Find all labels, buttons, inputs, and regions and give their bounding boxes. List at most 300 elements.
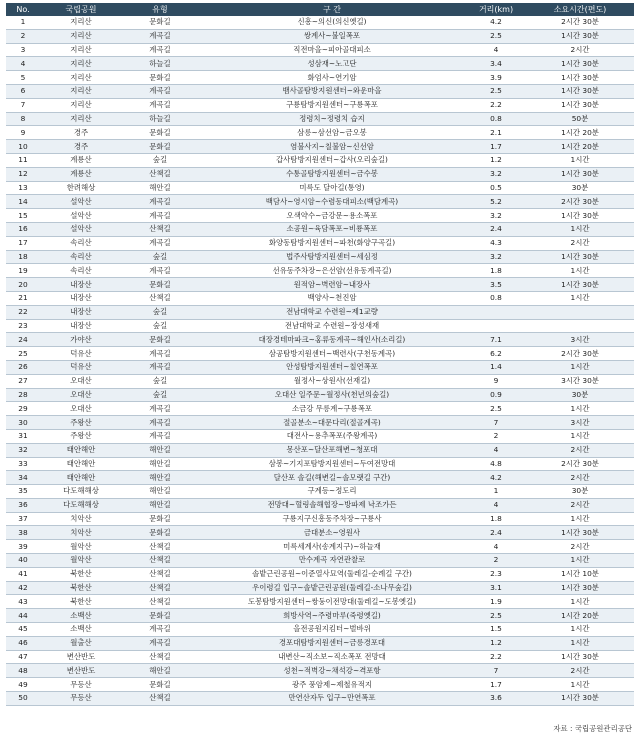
trail-type-cell: 계곡길 xyxy=(122,636,198,650)
table-row xyxy=(6,112,634,126)
table-row xyxy=(6,581,634,595)
duration-cell: 1시간 30분 xyxy=(526,209,634,223)
duration-cell: 2시간 30분 xyxy=(526,347,634,361)
park-name-cell: 지리산 xyxy=(40,29,122,43)
trail-type-cell: 산책길 xyxy=(122,692,198,706)
table-row xyxy=(6,305,634,319)
distance-cell xyxy=(466,319,526,333)
park-name-cell: 속리산 xyxy=(40,264,122,278)
route-cell: 만수계곡 자연관찰로 xyxy=(198,554,466,568)
route-cell: 우이령길 입구~솔밭근린공원(둘레길-소나무숲길) xyxy=(198,581,466,595)
duration-cell: 1시간 xyxy=(526,678,634,692)
park-name-cell: 속리산 xyxy=(40,250,122,264)
duration-cell: 1시간 30분 xyxy=(526,278,634,292)
table-row xyxy=(6,181,634,195)
table-row xyxy=(6,374,634,388)
header-type: 유형 xyxy=(122,3,198,16)
row-number-cell: 23 xyxy=(6,319,40,333)
route-cell: 백양사~천진암 xyxy=(198,291,466,305)
row-number-cell: 35 xyxy=(6,485,40,499)
park-name-cell: 한려해상 xyxy=(40,181,122,195)
duration-cell: 2시간 30분 xyxy=(526,457,634,471)
table-row xyxy=(6,471,634,485)
row-number-cell: 26 xyxy=(6,360,40,374)
park-name-cell: 무등산 xyxy=(40,678,122,692)
table-row xyxy=(6,236,634,250)
route-cell: 미륵세계사(송계지구)~하늘재 xyxy=(198,540,466,554)
table-row xyxy=(6,416,634,430)
route-cell: 전남대학교 수련원~장성새재 xyxy=(198,319,466,333)
row-number-cell: 25 xyxy=(6,347,40,361)
trail-type-cell: 하늘길 xyxy=(122,112,198,126)
trail-type-cell: 계곡길 xyxy=(122,402,198,416)
trail-type-cell: 해안길 xyxy=(122,457,198,471)
trail-type-cell: 산책길 xyxy=(122,581,198,595)
duration-cell: 2시간 xyxy=(526,540,634,554)
park-name-cell: 월악산 xyxy=(40,540,122,554)
park-name-cell: 설악산 xyxy=(40,195,122,209)
trail-type-cell: 계곡길 xyxy=(122,209,198,223)
row-number-cell: 17 xyxy=(6,236,40,250)
park-name-cell: 설악산 xyxy=(40,209,122,223)
distance-cell: 3.9 xyxy=(466,71,526,85)
trail-type-cell: 해안길 xyxy=(122,664,198,678)
distance-cell: 2.5 xyxy=(466,402,526,416)
row-number-cell: 9 xyxy=(6,126,40,140)
duration-cell: 1시간 30분 xyxy=(526,71,634,85)
trail-table-container xyxy=(6,3,634,706)
route-cell: 금대분소~영원사 xyxy=(198,526,466,540)
duration-cell: 1시간 xyxy=(526,512,634,526)
route-cell: 정령치~정령치 습지 xyxy=(198,112,466,126)
route-cell: 대장경테마파크~홍류동계곡~해인사(소리길) xyxy=(198,333,466,347)
duration-cell xyxy=(526,319,634,333)
route-cell: 성삼재~노고단 xyxy=(198,57,466,71)
table-row xyxy=(6,140,634,154)
distance-cell: 2.1 xyxy=(466,126,526,140)
route-cell: 쌍계사~불일폭포 xyxy=(198,29,466,43)
park-name-cell: 소백산 xyxy=(40,623,122,637)
route-cell: 염불사지~칠불암~신선암 xyxy=(198,140,466,154)
route-cell: 희방사역~주령마루(죽령옛길) xyxy=(198,609,466,623)
table-row xyxy=(6,526,634,540)
route-cell: 삼공탐방지원센터~백련사(구천동계곡) xyxy=(198,347,466,361)
distance-cell: 5.2 xyxy=(466,195,526,209)
table-row xyxy=(6,443,634,457)
row-number-cell: 47 xyxy=(6,650,40,664)
park-name-cell: 설악산 xyxy=(40,222,122,236)
duration-cell: 1시간 30분 xyxy=(526,650,634,664)
distance-cell: 2.5 xyxy=(466,609,526,623)
table-row xyxy=(6,402,634,416)
row-number-cell: 6 xyxy=(6,84,40,98)
distance-cell: 2.4 xyxy=(466,222,526,236)
route-cell: 달산포 솔길(해변길~솔모랫길 구간) xyxy=(198,471,466,485)
table-row xyxy=(6,485,634,499)
trail-type-cell: 계곡길 xyxy=(122,43,198,57)
distance-cell: 0.5 xyxy=(466,181,526,195)
duration-cell: 30분 xyxy=(526,485,634,499)
duration-cell: 2시간 xyxy=(526,471,634,485)
trail-type-cell: 문화길 xyxy=(122,71,198,85)
trail-type-cell: 산책길 xyxy=(122,567,198,581)
distance-cell: 2.3 xyxy=(466,567,526,581)
row-number-cell: 37 xyxy=(6,512,40,526)
route-cell: 광주 풍암제~제철유적지 xyxy=(198,678,466,692)
table-row xyxy=(6,636,634,650)
row-number-cell: 19 xyxy=(6,264,40,278)
duration-cell: 1시간 30분 xyxy=(526,526,634,540)
trail-type-cell: 숲길 xyxy=(122,153,198,167)
row-number-cell: 13 xyxy=(6,181,40,195)
distance-cell: 6.2 xyxy=(466,347,526,361)
row-number-cell: 12 xyxy=(6,167,40,181)
trail-type-cell: 해안길 xyxy=(122,498,198,512)
park-name-cell: 월출산 xyxy=(40,636,122,650)
distance-cell: 1.2 xyxy=(466,636,526,650)
row-number-cell: 2 xyxy=(6,29,40,43)
park-name-cell: 내장산 xyxy=(40,278,122,292)
distance-cell: 1.9 xyxy=(466,595,526,609)
trail-type-cell: 해안길 xyxy=(122,443,198,457)
table-row xyxy=(6,554,634,568)
row-number-cell: 20 xyxy=(6,278,40,292)
row-number-cell: 16 xyxy=(6,222,40,236)
route-cell: 성천~적벽강~채석강~격포항 xyxy=(198,664,466,678)
row-number-cell: 18 xyxy=(6,250,40,264)
trail-type-cell: 계곡길 xyxy=(122,416,198,430)
table-row xyxy=(6,540,634,554)
park-name-cell: 오대산 xyxy=(40,388,122,402)
distance-cell: 2 xyxy=(466,554,526,568)
table-row xyxy=(6,209,634,223)
duration-cell: 2시간 30분 xyxy=(526,16,634,29)
distance-cell: 4.8 xyxy=(466,457,526,471)
duration-cell: 1시간 xyxy=(526,595,634,609)
table-row xyxy=(6,347,634,361)
trail-type-cell: 계곡길 xyxy=(122,195,198,209)
duration-cell: 1시간 xyxy=(526,402,634,416)
park-name-cell: 지리산 xyxy=(40,71,122,85)
row-number-cell: 1 xyxy=(6,16,40,29)
trail-type-cell: 문화길 xyxy=(122,609,198,623)
trail-type-cell: 숲길 xyxy=(122,250,198,264)
distance-cell: 1.5 xyxy=(466,623,526,637)
park-name-cell: 가야산 xyxy=(40,333,122,347)
route-cell: 갑사탐방지원센터~갑사(오리숲길) xyxy=(198,153,466,167)
park-name-cell: 지리산 xyxy=(40,16,122,29)
trail-type-cell: 문화길 xyxy=(122,678,198,692)
row-number-cell: 21 xyxy=(6,291,40,305)
trail-type-cell: 계곡길 xyxy=(122,84,198,98)
duration-cell: 1시간 30분 xyxy=(526,167,634,181)
trail-type-cell: 산책길 xyxy=(122,291,198,305)
distance-cell: 3.6 xyxy=(466,692,526,706)
trail-type-cell: 계곡길 xyxy=(122,347,198,361)
distance-cell: 1.8 xyxy=(466,264,526,278)
trail-type-cell: 계곡길 xyxy=(122,236,198,250)
route-cell: 소공원~육담폭포~비룡폭포 xyxy=(198,222,466,236)
trail-type-cell: 해안길 xyxy=(122,181,198,195)
duration-cell: 1시간 20분 xyxy=(526,126,634,140)
route-cell: 솔밭근린공원~이준열사묘역(둘레길-순례길 구간) xyxy=(198,567,466,581)
distance-cell: 1.8 xyxy=(466,512,526,526)
park-name-cell: 지리산 xyxy=(40,43,122,57)
duration-cell: 2시간 xyxy=(526,236,634,250)
park-name-cell: 지리산 xyxy=(40,57,122,71)
duration-cell: 1시간 30분 xyxy=(526,250,634,264)
distance-cell: 4 xyxy=(466,443,526,457)
route-cell: 만연산자두 입구~만연폭포 xyxy=(198,692,466,706)
table-row xyxy=(6,264,634,278)
route-cell: 뱀사골탐방지원센터~와운마을 xyxy=(198,84,466,98)
row-number-cell: 11 xyxy=(6,153,40,167)
route-cell: 을전공원지킴터~벌바위 xyxy=(198,623,466,637)
header-park: 국립공원 xyxy=(40,3,122,16)
trail-type-cell: 계곡길 xyxy=(122,360,198,374)
trail-type-cell: 계곡길 xyxy=(122,98,198,112)
route-cell: 경포대탐방지원센터~금릉경포대 xyxy=(198,636,466,650)
table-row xyxy=(6,98,634,112)
source-note: 자료 : 국립공원관리공단 xyxy=(553,724,632,733)
table-row xyxy=(6,678,634,692)
park-name-cell: 월악산 xyxy=(40,554,122,568)
row-number-cell: 22 xyxy=(6,305,40,319)
distance-cell: 7.1 xyxy=(466,333,526,347)
distance-cell: 4 xyxy=(466,540,526,554)
park-name-cell: 치악산 xyxy=(40,512,122,526)
route-cell: 법주사탐방지원센터~세심정 xyxy=(198,250,466,264)
duration-cell: 1시간 20분 xyxy=(526,609,634,623)
row-number-cell: 44 xyxy=(6,609,40,623)
row-number-cell: 7 xyxy=(6,98,40,112)
route-cell: 수통골탐방지원센터~금수봉 xyxy=(198,167,466,181)
park-name-cell: 다도해해상 xyxy=(40,498,122,512)
duration-cell: 1시간 30분 xyxy=(526,57,634,71)
park-name-cell: 태안해안 xyxy=(40,443,122,457)
distance-cell: 0.8 xyxy=(466,291,526,305)
duration-cell: 1시간 xyxy=(526,153,634,167)
distance-cell: 7 xyxy=(466,416,526,430)
distance-cell: 1.7 xyxy=(466,678,526,692)
table-row xyxy=(6,498,634,512)
distance-cell: 2.5 xyxy=(466,29,526,43)
row-number-cell: 40 xyxy=(6,554,40,568)
park-name-cell: 태안해안 xyxy=(40,457,122,471)
distance-cell: 3.2 xyxy=(466,167,526,181)
table-row xyxy=(6,57,634,71)
trail-type-cell: 계곡길 xyxy=(122,264,198,278)
row-number-cell: 27 xyxy=(6,374,40,388)
duration-cell: 1시간 xyxy=(526,264,634,278)
table-row xyxy=(6,278,634,292)
park-name-cell: 덕유산 xyxy=(40,347,122,361)
duration-cell: 3시간 xyxy=(526,333,634,347)
table-row xyxy=(6,429,634,443)
table-row xyxy=(6,609,634,623)
table-row xyxy=(6,333,634,347)
row-number-cell: 43 xyxy=(6,595,40,609)
table-row xyxy=(6,567,634,581)
trail-type-cell: 문화길 xyxy=(122,526,198,540)
route-cell: 월정사~상원사(선재길) xyxy=(198,374,466,388)
route-cell: 오색약수~금강문~용소폭포 xyxy=(198,209,466,223)
duration-cell: 1시간 30분 xyxy=(526,29,634,43)
trail-type-cell: 문화길 xyxy=(122,333,198,347)
trail-type-cell: 계곡길 xyxy=(122,29,198,43)
table-row xyxy=(6,167,634,181)
duration-cell: 3시간 xyxy=(526,416,634,430)
distance-cell: 3.2 xyxy=(466,209,526,223)
route-cell: 소금강 무릉계~구룡폭포 xyxy=(198,402,466,416)
distance-cell: 4.2 xyxy=(466,16,526,29)
distance-cell: 2.4 xyxy=(466,526,526,540)
duration-cell: 30분 xyxy=(526,181,634,195)
duration-cell: 1시간 xyxy=(526,554,634,568)
table-row xyxy=(6,153,634,167)
trail-type-cell: 숲길 xyxy=(122,388,198,402)
park-name-cell: 치악산 xyxy=(40,526,122,540)
distance-cell xyxy=(466,305,526,319)
row-number-cell: 4 xyxy=(6,57,40,71)
row-number-cell: 3 xyxy=(6,43,40,57)
route-cell: 구룡탐방지원센터~구룡폭포 xyxy=(198,98,466,112)
row-number-cell: 46 xyxy=(6,636,40,650)
route-cell: 내변산~직소보~직소폭포 전망대 xyxy=(198,650,466,664)
row-number-cell: 10 xyxy=(6,140,40,154)
table-row xyxy=(6,71,634,85)
row-number-cell: 33 xyxy=(6,457,40,471)
park-name-cell: 변산반도 xyxy=(40,664,122,678)
route-cell: 절골분소~대문다리(절골계곡) xyxy=(198,416,466,430)
table-body xyxy=(6,16,634,705)
route-cell: 몽산포~달산포해변~청포대 xyxy=(198,443,466,457)
trail-type-cell: 해안길 xyxy=(122,485,198,499)
duration-cell: 1시간 30분 xyxy=(526,581,634,595)
trail-table xyxy=(6,3,634,706)
row-number-cell: 28 xyxy=(6,388,40,402)
trail-type-cell: 산책길 xyxy=(122,650,198,664)
duration-cell: 1시간 10분 xyxy=(526,567,634,581)
table-row xyxy=(6,43,634,57)
route-cell: 삼릉~삼선암~금오봉 xyxy=(198,126,466,140)
park-name-cell: 내장산 xyxy=(40,319,122,333)
park-name-cell: 주왕산 xyxy=(40,429,122,443)
park-name-cell: 무등산 xyxy=(40,692,122,706)
route-cell: 원적암~벽련암~내장사 xyxy=(198,278,466,292)
distance-cell: 1.2 xyxy=(466,153,526,167)
duration-cell: 50분 xyxy=(526,112,634,126)
table-row xyxy=(6,650,634,664)
duration-cell: 30분 xyxy=(526,388,634,402)
distance-cell: 2.5 xyxy=(466,84,526,98)
row-number-cell: 48 xyxy=(6,664,40,678)
row-number-cell: 36 xyxy=(6,498,40,512)
trail-type-cell: 산책길 xyxy=(122,540,198,554)
distance-cell: 4.2 xyxy=(466,471,526,485)
route-cell: 구룡지구신흥동주차장~구룡사 xyxy=(198,512,466,526)
duration-cell xyxy=(526,305,634,319)
park-name-cell: 지리산 xyxy=(40,84,122,98)
table-row xyxy=(6,250,634,264)
duration-cell: 1시간 xyxy=(526,636,634,650)
row-number-cell: 39 xyxy=(6,540,40,554)
park-name-cell: 계룡산 xyxy=(40,153,122,167)
duration-cell: 1시간 xyxy=(526,360,634,374)
table-row xyxy=(6,195,634,209)
trail-type-cell: 문화길 xyxy=(122,278,198,292)
park-name-cell: 변산반도 xyxy=(40,650,122,664)
row-number-cell: 15 xyxy=(6,209,40,223)
duration-cell: 2시간 30분 xyxy=(526,195,634,209)
distance-cell: 3.2 xyxy=(466,250,526,264)
trail-type-cell: 문화길 xyxy=(122,16,198,29)
distance-cell: 4 xyxy=(466,498,526,512)
duration-cell: 1시간 30분 xyxy=(526,692,634,706)
duration-cell: 3시간 30분 xyxy=(526,374,634,388)
route-cell: 전망대~혈링솔해협장~방파제 낙조가든 xyxy=(198,498,466,512)
table-row xyxy=(6,623,634,637)
distance-cell: 2.2 xyxy=(466,98,526,112)
route-cell: 화엄사~연기암 xyxy=(198,71,466,85)
park-name-cell: 북한산 xyxy=(40,581,122,595)
park-name-cell: 오대산 xyxy=(40,402,122,416)
table-row xyxy=(6,319,634,333)
trail-type-cell: 하늘길 xyxy=(122,57,198,71)
trail-type-cell: 산책길 xyxy=(122,595,198,609)
row-number-cell: 14 xyxy=(6,195,40,209)
distance-cell: 2.2 xyxy=(466,650,526,664)
duration-cell: 1시간 xyxy=(526,222,634,236)
row-number-cell: 29 xyxy=(6,402,40,416)
distance-cell: 3.5 xyxy=(466,278,526,292)
table-row xyxy=(6,291,634,305)
row-number-cell: 30 xyxy=(6,416,40,430)
row-number-cell: 49 xyxy=(6,678,40,692)
trail-type-cell: 계곡길 xyxy=(122,429,198,443)
park-name-cell: 덕유산 xyxy=(40,360,122,374)
table-row xyxy=(6,360,634,374)
table-row xyxy=(6,29,634,43)
park-name-cell: 다도해해상 xyxy=(40,485,122,499)
route-cell: 대전사~용추폭포(주왕계곡) xyxy=(198,429,466,443)
park-name-cell: 내장산 xyxy=(40,305,122,319)
route-cell: 화양동탐방지원센터~파천(화양구곡길) xyxy=(198,236,466,250)
header-no: No. xyxy=(6,3,40,16)
trail-type-cell: 숲길 xyxy=(122,374,198,388)
row-number-cell: 42 xyxy=(6,581,40,595)
park-name-cell: 속리산 xyxy=(40,236,122,250)
park-name-cell: 오대산 xyxy=(40,374,122,388)
park-name-cell: 지리산 xyxy=(40,112,122,126)
distance-cell: 7 xyxy=(466,664,526,678)
table-row xyxy=(6,664,634,678)
route-cell: 안성탐방지원센터~칠연폭포 xyxy=(198,360,466,374)
route-cell: 미륵도 달아길(통영) xyxy=(198,181,466,195)
trail-type-cell: 해안길 xyxy=(122,471,198,485)
duration-cell: 2시간 xyxy=(526,443,634,457)
route-cell: 도봉탐방지원센터~쌍둥이전망대(둘레길~도봉옛길) xyxy=(198,595,466,609)
header-duration: 소요시간(편도) xyxy=(526,3,634,16)
trail-type-cell: 산책길 xyxy=(122,554,198,568)
table-row xyxy=(6,84,634,98)
route-cell: 신흥~의신(의신옛길) xyxy=(198,16,466,29)
row-number-cell: 24 xyxy=(6,333,40,347)
table-row xyxy=(6,126,634,140)
distance-cell: 1.7 xyxy=(466,140,526,154)
row-number-cell: 8 xyxy=(6,112,40,126)
table-row xyxy=(6,16,634,29)
